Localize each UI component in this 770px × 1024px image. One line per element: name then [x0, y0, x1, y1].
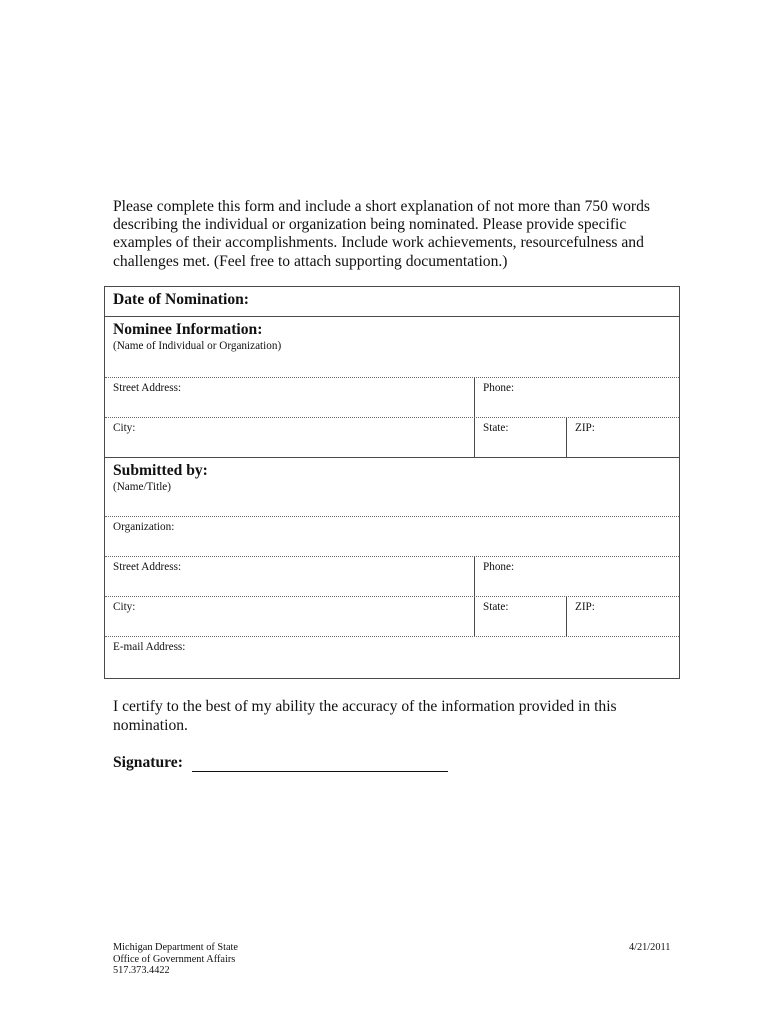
nominee-name-field[interactable] [105, 317, 679, 377]
submitter-name-field[interactable] [105, 458, 679, 516]
nominee-zip-field[interactable] [567, 418, 679, 457]
submitter-street-address-label: Street Address: [113, 561, 182, 573]
submitter-organization-row [105, 517, 679, 557]
submitter-organization-label: Organization: [113, 521, 175, 533]
certification-line: nomination. [113, 716, 188, 734]
nominee-city-field[interactable] [105, 418, 475, 457]
submitter-street-address-field[interactable] [105, 557, 475, 596]
nominee-phone-field[interactable] [475, 378, 679, 417]
submitted-by-heading: Submitted by: [113, 462, 208, 479]
submitter-name-row [105, 458, 679, 517]
instructions-paragraph [113, 198, 653, 271]
signature-label: Signature: [113, 754, 183, 771]
submitter-city-row [105, 597, 679, 637]
nominee-address-row [105, 378, 679, 418]
nominee-street-address-field[interactable] [105, 378, 475, 417]
footer-org-name: Michigan Department of State [113, 942, 238, 953]
footer-phone: 517.373.4422 [113, 965, 170, 977]
nominee-phone-label: Phone: [483, 382, 515, 394]
submitter-phone-label: Phone: [483, 561, 515, 573]
submitter-email-label: E-mail Address: [113, 641, 186, 653]
instructions-line: examples of their accomplishments. Include work achievements, resourcefulness and [113, 234, 644, 252]
nominee-state-label: State: [483, 422, 509, 434]
nominee-city-label: City: [113, 422, 136, 434]
submitter-state-field[interactable] [475, 597, 567, 636]
submitter-email-field[interactable] [105, 637, 679, 678]
instructions-line: describing the individual or organization being nominated. Please provide specific [113, 216, 627, 234]
footer-date: 4/21/2011 [629, 942, 671, 953]
instructions-line: challenges met. (Feel free to attach supporting documentation.) [113, 252, 508, 270]
nominee-street-address-label: Street Address: [113, 382, 182, 394]
certification-statement [113, 698, 633, 735]
instructions-line: Please complete this form and include a short explanation of not more than 750 words [113, 198, 650, 215]
submitter-city-label: City: [113, 601, 136, 613]
submitter-zip-field[interactable] [567, 597, 679, 636]
date-of-nomination-label: Date of Nomination: [113, 291, 249, 308]
submitter-zip-label: ZIP: [575, 601, 595, 613]
nominee-state-field[interactable] [475, 418, 567, 457]
certification-line: I certify to the best of my ability the accuracy of the information provided in this [113, 698, 617, 715]
nominee-zip-label: ZIP: [575, 422, 595, 434]
date-of-nomination-field[interactable] [105, 287, 679, 316]
submitter-address-row [105, 557, 679, 597]
submitter-state-label: State: [483, 601, 509, 613]
nominee-information-heading: Nominee Information: [113, 321, 263, 338]
submitter-email-row [105, 637, 679, 678]
footer-contact [113, 942, 238, 977]
date-of-nomination-row [105, 287, 679, 317]
nominee-information-subheading: (Name of Individual or Organization) [113, 340, 282, 352]
nomination-form-table [104, 286, 680, 679]
submitter-phone-field[interactable] [475, 557, 679, 596]
nominee-city-row [105, 418, 679, 458]
nominee-name-row [105, 317, 679, 378]
signature-line[interactable] [192, 755, 448, 772]
footer-office-name: Office of Government Affairs [113, 953, 236, 965]
signature-row [113, 754, 448, 772]
submitter-organization-field[interactable] [105, 517, 679, 556]
submitted-by-subheading: (Name/Title) [113, 481, 172, 493]
submitter-city-field[interactable] [105, 597, 475, 636]
